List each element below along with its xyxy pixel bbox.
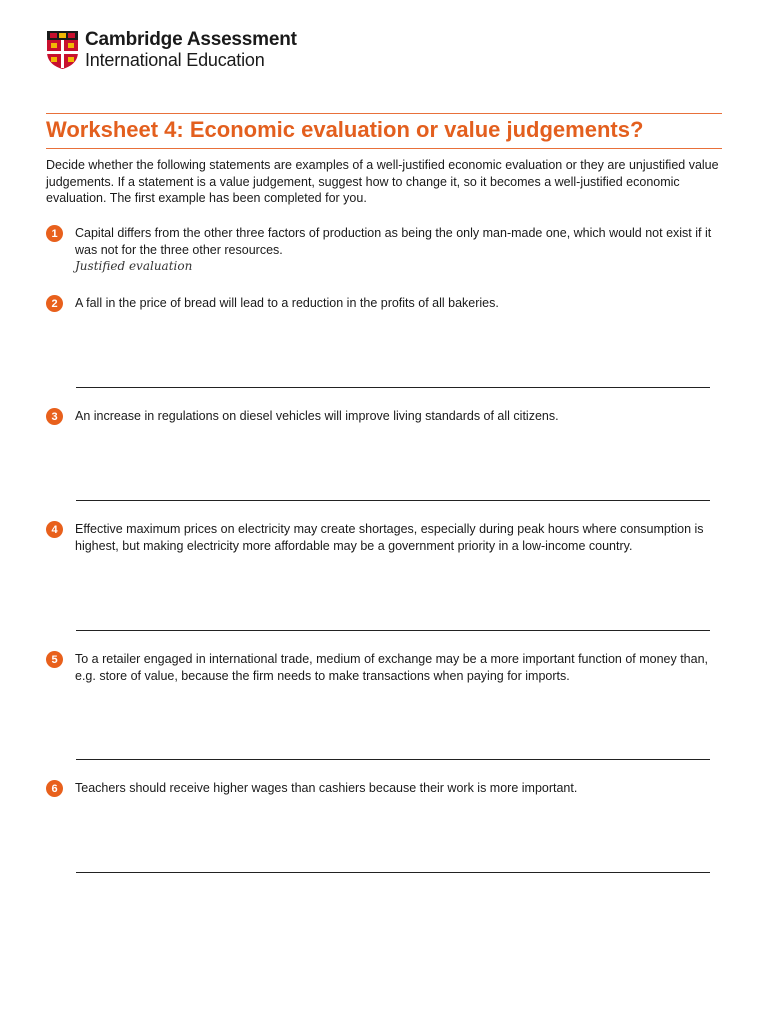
question-number-badge: 4 [46,521,63,538]
instructions: Decide whether the following statements are examples of a well-justified economic evaluation or they are unjustified value judgements. If a statement is a value judgement, suggest how to change it, so it becomes a well-justified economic evaluation. The first example has been completed for you. [46,158,719,205]
question-number-badge: 2 [46,295,63,312]
question-number-badge: 5 [46,651,63,668]
question-text: To a retailer engaged in international trade, medium of exchange may be a more important function of money than, e.g. store of value, because the firm needs to make transactions when paying for imports. [75,652,709,683]
title-bottom-rule [46,148,722,149]
title-top-rule [46,113,722,114]
question-text: Effective maximum prices on electricity may create shortages, especially during peak hours where consumption is highest, but making electricity more affordable may be a government priority in a low-income country. [75,522,704,553]
question-text: Capital differs from the other three factors of production as being the only man-made one, which would not exist if it was not for the three other resources. [75,226,712,257]
logo-line-1: Cambridge Assessment [85,29,297,50]
question-number-badge: 3 [46,408,63,425]
question-number-badge: 1 [46,225,63,242]
question-text: A fall in the price of bread will lead to a reduction in the profits of all bakeries. [75,296,499,310]
answer-line-4[interactable] [76,630,710,631]
answer-line-2[interactable] [76,387,710,388]
question-number-badge: 6 [46,780,63,797]
answer-line-5[interactable] [76,759,710,760]
handwritten-answer: Justified evaluation [75,259,193,273]
logo-line-2: International Education [85,50,265,70]
cambridge-shield-icon [46,30,79,70]
worksheet-title: Worksheet 4: Economic evaluation or value judgements? [46,117,644,142]
answer-line-6[interactable] [76,872,710,873]
cambridge-logo [46,30,297,70]
answer-line-3[interactable] [76,500,710,501]
question-text: An increase in regulations on diesel vehicles will improve living standards of all citizens. [75,409,559,423]
question-text: Teachers should receive higher wages than cashiers because their work is more important. [75,781,578,795]
